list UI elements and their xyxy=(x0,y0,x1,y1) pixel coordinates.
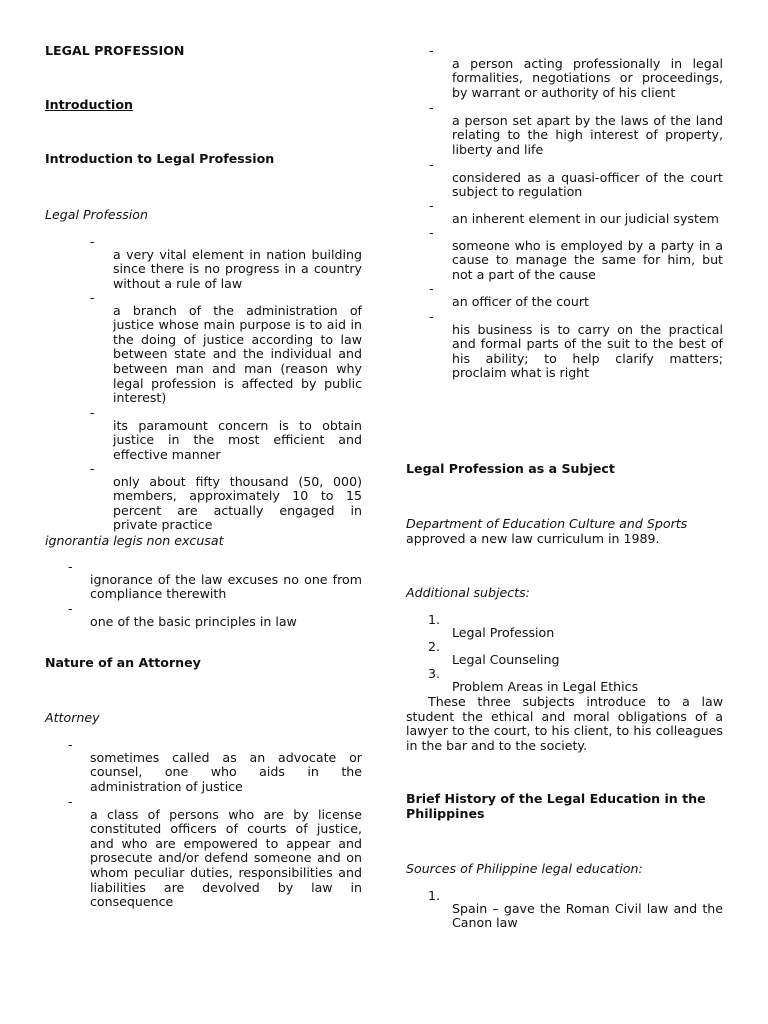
list-item-text: a class of persons who are by license constituted officers of courts of justice, and who are empowered to appear and prosecute and/or defend someone and on whom peculiar duties, responsibilities and liabilities are devolved by law in consequence xyxy=(90,806,362,910)
list-item-text: sometimes called as an advocate or counsel, one who aids in the administration of justice xyxy=(90,749,362,794)
term-label-additional-subjects: Additional subjects: xyxy=(406,585,530,600)
list-number: 3. xyxy=(428,666,441,681)
list-item-text: his business is to carry on the practical and formal parts of the suit to the best of his ability; to help clarify matters; proclaim what is right xyxy=(452,321,723,381)
list-item-text: Legal Profession xyxy=(452,624,555,640)
list-number: 1. xyxy=(428,888,441,903)
dash-bullet: - xyxy=(68,601,73,616)
list-item-text: its paramount concern is to obtain justice in the most efficient and effective manner xyxy=(113,417,362,462)
dash-bullet: - xyxy=(68,794,73,809)
list-item-text: an inherent element in our judicial system xyxy=(452,210,719,226)
section-heading-introduction: Introduction xyxy=(45,97,133,112)
list-item-text: Legal Counseling xyxy=(452,651,560,667)
term-label-attorney: Attorney xyxy=(45,710,100,725)
list-item-text: Problem Areas in Legal Ethics xyxy=(452,678,639,694)
list-item-text: one of the basic principles in law xyxy=(90,613,297,629)
dash-bullet: - xyxy=(68,737,73,752)
dash-bullet: - xyxy=(429,157,434,172)
dash-bullet: - xyxy=(90,234,95,249)
dash-bullet: - xyxy=(90,290,95,305)
list-item-text: Spain – gave the Roman Civil law and the Canon law xyxy=(452,900,723,931)
list-item-text: an officer of the court xyxy=(452,293,589,309)
subsection-heading-intro-legal-profession: Introduction to Legal Profession xyxy=(45,151,275,166)
dash-bullet: - xyxy=(90,461,95,476)
term-label-legal-profession: Legal Profession xyxy=(45,207,148,222)
dash-bullet: - xyxy=(429,43,434,58)
section-heading-legal-profession-subject: Legal Profession as a Subject xyxy=(406,461,615,476)
dash-bullet: - xyxy=(68,559,73,574)
dash-bullet: - xyxy=(429,100,434,115)
dash-bullet: - xyxy=(90,405,95,420)
dash-bullet: - xyxy=(429,281,434,296)
dash-bullet: - xyxy=(429,198,434,213)
dash-bullet: - xyxy=(429,225,434,240)
three-subjects-paragraph: These three subjects introduce to a law student the ethical and moral obligations of a lawyer to the court, to his client, to his colleagues in the bar and to the society. xyxy=(406,694,723,753)
list-item-text: a very vital element in nation building since there is no progress in a country without a rule of law xyxy=(113,246,362,291)
section-heading-nature-attorney: Nature of an Attorney xyxy=(45,655,201,670)
list-item-text: a person acting professionally in legal formalities, negotiations or proceedings, by warrant or authority of his client xyxy=(452,55,723,100)
term-label-sources: Sources of Philippine legal education: xyxy=(406,861,643,876)
list-number: 2. xyxy=(428,639,441,654)
list-item-text: a person set apart by the laws of the land relating to the high interest of property, liberty and life xyxy=(452,112,723,157)
term-label-maxim: ignorantia legis non excusat xyxy=(45,533,224,548)
list-item-text: only about fifty thousand (50, 000) members, approximately 10 to 15 percent are actually engaged in private practice xyxy=(113,473,362,533)
section-heading-brief-history: Brief History of the Legal Education in the Philippines xyxy=(406,791,706,821)
list-item-text: a branch of the administration of justice whose main purpose is to aid in the doing of justice according to law between state and the individual and between man and man (reason why legal profession is affected by public interest) xyxy=(113,302,362,406)
list-item-text: ignorance of the law excuses no one from compliance therewith xyxy=(90,571,362,602)
list-item-text: someone who is employed by a party in a cause to manage the same for him, but not a part of the cause xyxy=(452,237,723,282)
document-title: LEGAL PROFESSION xyxy=(45,43,185,58)
deped-rest: approved a new law curriculum in 1989. xyxy=(406,530,660,546)
list-number: 1. xyxy=(428,612,441,627)
dash-bullet: - xyxy=(429,309,434,324)
list-item-text: considered as a quasi-officer of the court subject to regulation xyxy=(452,169,723,200)
deped-name: Department of Education Culture and Sports xyxy=(406,516,688,531)
deped-paragraph xyxy=(406,517,723,546)
